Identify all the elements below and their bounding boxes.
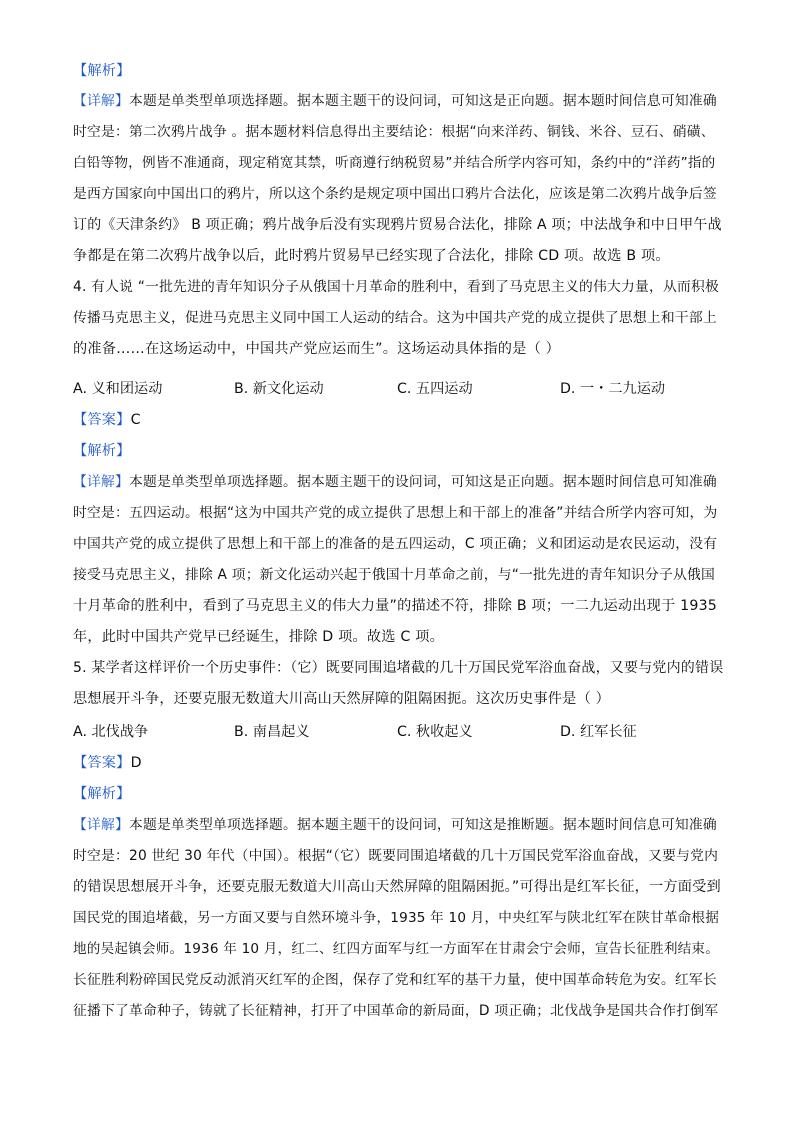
q5-explain-line-3: 的错误思想展开斗争，还要克服无数道大川高山天然屏障的阻隔困扼。”可得出是红军长征，一方面受到 (73, 879, 721, 895)
q4-option-a: A. 义和团运动 (73, 381, 163, 397)
intro-explain-line-2: 时空是：第二次鸦片战争 。据本题材料信息得出主要结论：根据“向来洋药、铜钱、米谷、豆石、硝磺、 (73, 124, 715, 140)
q4-explain-line-2: 时空是：五四运动。根据“这为中国共产党的成立提供了思想上和干部上的准备”并结合所学内容可知，为 (73, 505, 718, 521)
q4-explain-line-6: 年，此时中国共产党早已经诞生，排除 D 项。故选 C 项。 (73, 629, 444, 645)
q5-explain-line-6: 长征胜利粉碎国民党反动派消灭红军的企图，保存了党和红军的基干力量，使中国革命转危为安。红军长 (73, 972, 717, 988)
intro-explain-line-6: 争都是在第二次鸦片战争以后，此时鸦片贸易早已经实现了合法化，排除 CD 项。故选 B 项。 (73, 248, 670, 264)
intro-explain-line-5: 订的《天津条约》 B 项正确；鸦片战争后没有实现鸦片贸易合法化，排除 A 项；中法战争和中日甲午战 (73, 217, 722, 233)
q4-option-c: C. 五四运动 (397, 381, 473, 397)
q5-option-d: D. 红军长征 (560, 724, 637, 740)
q5-option-c: C. 秋收起义 (397, 724, 473, 740)
q5-option-a: A. 北伐战争 (73, 724, 149, 740)
q4-stem-line-3: 的准备……在这场运动中，中国共产党应运而生”。这场运动具体指的是（ ） (73, 341, 561, 357)
q4-option-d: D. 一・二九运动 (560, 381, 666, 397)
q4-explain-line-1: 【详解】本题是单类型单项选择题。据本题主题干的设问词，可知这是正向题。据本题时间信息可知准确 (73, 474, 717, 490)
q4-answer: 【答案】C (73, 412, 141, 428)
q5-stem-line-2: 思想展开斗争，还要克服无数道大川高山天然屏障的阻隔困扼。这次历史事件是（ ） (73, 691, 611, 707)
q5-explain-line-4: 国民党的围追堵截，另一方面又要与自然环境斗争，1935 年 10 月，中央红军与陕北红军在陕甘革命根据 (73, 910, 719, 926)
analysis-heading: 【解析】 (73, 63, 131, 79)
q5-explain-line-2: 时空是：20 世纪 30 年代（中国）。根据“（它）既要同围追堵截的几十万国民党军浴血奋战，又要与党内 (73, 848, 719, 864)
q4-analysis-heading: 【解析】 (73, 443, 131, 459)
intro-explain-line-1: 【详解】本题是单类型单项选择题。据本题主题干的设问词，可知这是正向题。据本题时间信息可知准确 (73, 93, 717, 109)
detail-tag: 【详解】 (73, 474, 129, 490)
detail-tag: 【详解】 (73, 93, 129, 109)
q4-explain-line-3: 中国共产党的成立提供了思想上和干部上的准备的是五四运动，C 项正确；义和团运动是农民运动，没有 (73, 536, 718, 552)
q4-option-b: B. 新文化运动 (234, 381, 324, 397)
answer-tag: 【答案】 (73, 755, 131, 771)
q5-explain-line-5: 地的吴起镇会师。1936 年 10 月，红二、红四方面军与红一方面军在甘肃会宁会师，宣告长征胜利结束。 (73, 941, 719, 957)
q4-stem-line-1: 4. 有人说 “一批先进的青年知识分子从俄国十月革命的胜利中，看到了马克思主义的伟大力量，从而积极 (73, 279, 719, 295)
q5-analysis-heading: 【解析】 (73, 786, 131, 802)
q5-explain-line-7: 征播下了革命种子，铸就了长征精神，打开了中国革命的新局面，D 项正确；北伐战争是国共合作打倒军 (73, 1003, 719, 1019)
detail-tag: 【详解】 (73, 817, 129, 833)
q4-explain-line-4: 接受马克思主义，排除 A 项；新文化运动兴起于俄国十月革命之前，与“一批先进的青年知识分子从俄国 (73, 567, 716, 583)
intro-explain-line-4: 是西方国家向中国出口的鸦片，所以这个条约是规定项中国出口鸦片合法化，应该是第二次鸦片战争后签 (73, 186, 717, 202)
q5-option-b: B. 南昌起义 (234, 724, 310, 740)
q5-stem-line-1: 5. 某学者这样评价一个历史事件：（它）既要同围追堵截的几十万国民党军浴血奋战，又要与党内的错误 (73, 660, 724, 676)
q4-stem-line-2: 传播马克思主义，促进马克思主义同中国工人运动的结合。这为中国共产党的成立提供了思想上和干部上 (73, 310, 717, 326)
q5-answer: 【答案】D (73, 755, 142, 771)
answer-tag: 【答案】 (73, 412, 131, 428)
q4-explain-line-5: 十月革命的胜利中，看到了马克思主义的伟大力量”的描述不符，排除 B 项；一二九运动出现于 1935 (73, 598, 718, 614)
q5-explain-line-1: 【详解】本题是单类型单项选择题。据本题主题干的设问词，可知这是推断题。据本题时间信息可知准确 (73, 817, 717, 833)
intro-explain-line-3: 白铅等物，例皆不准通商，现定稍宽其禁，听商遵行纳税贸易”并结合所学内容可知，条约中的“洋药”指的 (73, 155, 716, 171)
